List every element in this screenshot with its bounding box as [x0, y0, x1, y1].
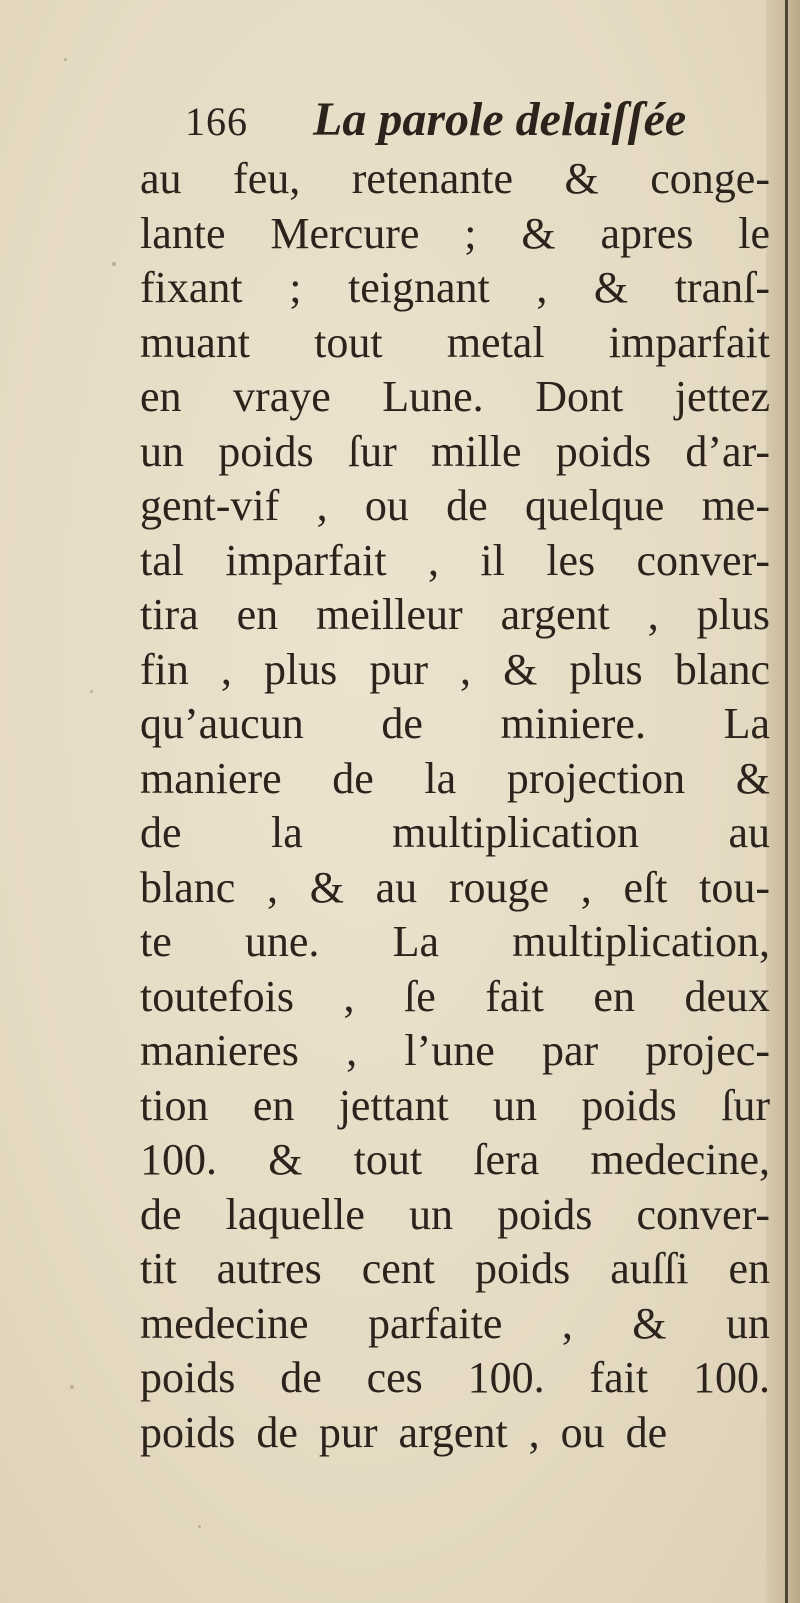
text-line-22: medecine parfaite , & un: [140, 1298, 770, 1348]
text-line-13: de la multiplication au: [140, 808, 770, 857]
text-line-15: te une. La multiplication,: [140, 917, 770, 966]
text-line-4: muant tout metal imparfait: [140, 317, 770, 367]
text-line-14: blanc , & au rouge , eſt tou-: [140, 862, 770, 912]
running-title: La parole delaiſſée: [313, 93, 687, 146]
paper-speck: [90, 690, 93, 693]
text-line-21: tit autres cent poids auſſi en: [140, 1244, 770, 1293]
text-line-10: fin , plus pur , & plus blanc: [140, 644, 770, 694]
text-line-20: de laquelle un poids conver-: [140, 1189, 770, 1239]
paper-speck: [64, 58, 67, 61]
page-gutter: [766, 0, 800, 1603]
text-line-17: manieres , l’une par projec-: [140, 1026, 770, 1075]
text-line-1: au feu, retenante & conge-: [140, 154, 770, 203]
text-line-11: qu’aucun de miniere. La: [140, 699, 770, 748]
paper-speck: [198, 1525, 201, 1528]
page-header: [185, 92, 755, 152]
text-line-24: poids de pur argent , ou de: [140, 1407, 668, 1457]
text-line-9: tira en meilleur argent , plus: [140, 590, 770, 639]
paper-speck: [112, 262, 116, 266]
text-line-5: en vraye Lune. Dont jettez: [140, 372, 770, 421]
text-line-19: 100. & tout ſera medecine,: [140, 1135, 770, 1184]
text-line-8: tal imparfait , il les conver-: [140, 535, 770, 585]
text-line-2: lante Mercure ; & apres le: [140, 208, 770, 258]
text-line-12: maniere de la projection &: [140, 753, 770, 803]
text-line-16: toutefois , ſe fait en deux: [140, 971, 770, 1021]
page-number: 166: [185, 99, 248, 144]
binding-edge-line: [785, 0, 788, 1603]
text-line-3: fixant ; teignant , & tranſ-: [140, 263, 770, 312]
text-line-6: un poids ſur mille poids d’ar-: [140, 426, 770, 476]
text-line-23: poids de ces 100. fait 100.: [140, 1353, 770, 1402]
body-text: [140, 152, 770, 1460]
paper-speck: [70, 1385, 74, 1389]
text-line-7: gent-vif , ou de quelque me-: [140, 481, 770, 530]
text-line-18: tion en jettant un poids ſur: [140, 1080, 770, 1130]
